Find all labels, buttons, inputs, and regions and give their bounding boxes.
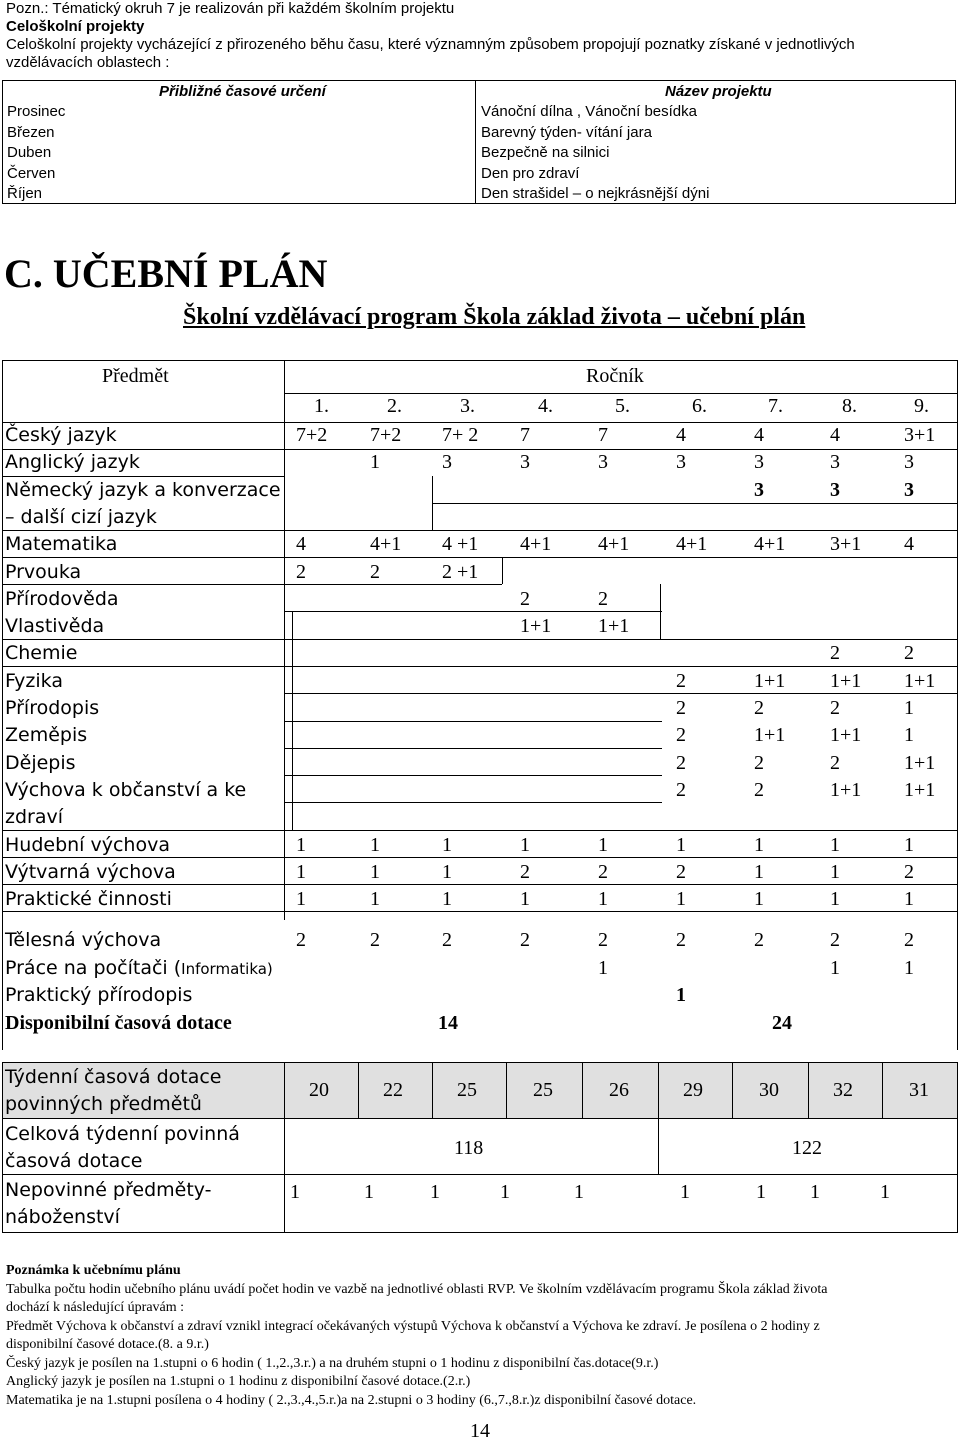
total-hours-label: Celková týdenní povinná časová dotace bbox=[5, 1123, 240, 1172]
grade-hours: 2 bbox=[676, 669, 686, 692]
grade-hours: 1 bbox=[598, 956, 608, 979]
grade-hours: 2 bbox=[830, 642, 840, 665]
optional-hours-value: 1 bbox=[680, 1181, 690, 1203]
note-line: Tabulka počtu hodin učebního plánu uvádí počet hodin ve vazbě na jednotlivé oblasti RVP. Ve školním vzdělávacím programu Škola základ života bbox=[6, 1281, 828, 1297]
project-time: Říjen bbox=[7, 185, 43, 202]
grade-hours: 2 +1 bbox=[442, 560, 479, 583]
table-rule bbox=[732, 1062, 733, 1118]
grade-label: 6. bbox=[692, 395, 707, 417]
table-rule bbox=[957, 1062, 958, 1232]
col-header-time: Přibližné časové určení bbox=[159, 83, 326, 100]
grade-hours: 2 bbox=[754, 778, 764, 801]
grade-hours: 3 bbox=[598, 451, 608, 474]
note-line: vzdělávacích oblastech : bbox=[6, 54, 170, 71]
available-hours-label: Disponibilní časová dotace bbox=[5, 1012, 232, 1034]
table-rule bbox=[284, 775, 662, 776]
project-time: Prosinec bbox=[7, 103, 66, 120]
grade-hours: 1+1 bbox=[830, 724, 862, 747]
grade-hours: 1 bbox=[676, 984, 686, 1006]
table-rule bbox=[2, 557, 958, 558]
weekly-hours-value: 31 bbox=[909, 1079, 929, 1101]
table-rule bbox=[2, 1118, 958, 1119]
optional-hours-value: 1 bbox=[880, 1181, 890, 1203]
grade-hours: 2 bbox=[754, 697, 764, 719]
weekly-hours-value: 29 bbox=[683, 1079, 703, 1101]
grade-hours: 4+1 bbox=[520, 533, 552, 556]
grade-label: 8. bbox=[842, 395, 857, 417]
optional-hours-value: 1 bbox=[756, 1181, 766, 1203]
subject-name: Praktické činnosti bbox=[5, 888, 172, 911]
table-rule bbox=[2, 1232, 958, 1233]
table-rule bbox=[658, 1118, 659, 1174]
table-rule bbox=[284, 802, 662, 803]
grade-hours: 4 bbox=[830, 424, 840, 446]
weekly-hours-value: 25 bbox=[533, 1079, 553, 1101]
grade-hours: 1+1 bbox=[904, 669, 936, 692]
curriculum-table bbox=[2, 360, 958, 1236]
grade-hours: 1 bbox=[676, 888, 686, 911]
grade-hours: 7 bbox=[598, 424, 608, 446]
grade-hours: 2 bbox=[830, 697, 840, 719]
total-hours-first: 118 bbox=[454, 1137, 484, 1159]
project-name: Bezpečně na silnici bbox=[481, 144, 610, 161]
grade-hours: 1 bbox=[296, 860, 306, 883]
grade-hours: 1+1 bbox=[830, 669, 862, 692]
subject-name: Práce na počítači (Informatika) bbox=[5, 956, 273, 979]
note-line: Anglický jazyk je posílen na 1.stupni o 1 hodinu z disponibilní časové dotace.(2.r.) bbox=[6, 1374, 471, 1389]
col-header-project: Název projektu bbox=[665, 83, 772, 100]
subject-name: Přírodopis bbox=[5, 697, 100, 719]
grade-hours: 2 bbox=[442, 929, 452, 952]
project-name: Den strašidel – o nejkrásnější dýni bbox=[481, 185, 710, 202]
grade-hours: 2 bbox=[296, 560, 306, 583]
grade-hours: 1 bbox=[442, 833, 452, 856]
grade-hours: 2 bbox=[676, 860, 686, 883]
grade-hours: 3 bbox=[904, 451, 914, 474]
grade-hours: 2 bbox=[830, 929, 840, 952]
subject-name: Fyzika bbox=[5, 669, 63, 692]
table-rule bbox=[292, 611, 293, 830]
grade-hours: 7+2 bbox=[296, 424, 328, 446]
subject-name: Výtvarná výchova bbox=[5, 860, 176, 883]
grade-hours: 1 bbox=[370, 860, 380, 883]
grade-hours: 1 bbox=[296, 888, 306, 911]
grade-hours: 2 bbox=[370, 560, 380, 583]
notes-title: Poznámka k učebnímu plánu bbox=[6, 1263, 181, 1278]
page-number: 14 bbox=[470, 1420, 490, 1442]
grade-hours: 1 bbox=[830, 888, 840, 911]
top-note bbox=[6, 0, 956, 72]
table-rule bbox=[432, 476, 433, 530]
grade-hours: 1 bbox=[904, 697, 914, 719]
grade-hours: 2 bbox=[754, 929, 764, 952]
grade-hours: 1 bbox=[370, 833, 380, 856]
grade-hours: 3+1 bbox=[904, 424, 936, 446]
grade-label: 4. bbox=[538, 395, 553, 417]
grade-hours: 7+2 bbox=[370, 424, 402, 446]
grade-hours: 2 bbox=[370, 929, 380, 952]
project-name: Barevný týden- vítání jara bbox=[481, 123, 652, 141]
table-rule bbox=[358, 1062, 359, 1118]
grade-hours: 1 bbox=[370, 451, 380, 474]
grade-hours: 4 bbox=[676, 424, 686, 446]
note-line: Předmět Výchova k občanství a zdraví vznikl integrací očekávaných výstupů Výchova k občanství a Výchova ke zdraví. Je posílena o 2 hodiny z bbox=[6, 1318, 820, 1334]
note-line: Pozn.: Tématický okruh 7 je realizován při každém školním projektu bbox=[6, 0, 455, 17]
subject-name: – další cizí jazyk bbox=[5, 505, 157, 528]
table-rule bbox=[2, 1062, 958, 1063]
grade-hours: 2 bbox=[676, 697, 686, 719]
grade-hours: 1 bbox=[442, 860, 452, 883]
optional-hours-value: 1 bbox=[500, 1181, 510, 1203]
table-rule bbox=[808, 1062, 809, 1118]
grade-label: 9. bbox=[914, 395, 929, 417]
grade-hours: 1 bbox=[904, 833, 914, 856]
table-rule bbox=[432, 503, 958, 504]
grade-hours: 2 bbox=[830, 751, 840, 774]
grade-label: 5. bbox=[615, 395, 630, 417]
table-rule bbox=[432, 1062, 433, 1118]
grade-hours: 1 bbox=[598, 833, 608, 856]
optional-subjects-label: Nepovinné předměty- náboženství bbox=[5, 1179, 212, 1228]
project-name: Den pro zdraví bbox=[481, 164, 580, 182]
grade-hours: 2 bbox=[520, 929, 530, 952]
note-line: disponibilní časové dotace.(8. a 9.r.) bbox=[6, 1337, 209, 1352]
grade-hours: 2 bbox=[598, 860, 608, 883]
grade-hours: 2 bbox=[296, 929, 306, 952]
note-line: Celoškolní projekty vycházející z přirozeného běhu času, které významným způsobem propojují poznatky získané v jednotlivých bbox=[6, 36, 855, 53]
table-rule bbox=[284, 748, 662, 749]
table-rule bbox=[284, 422, 285, 920]
grade-hours: 2 bbox=[754, 751, 764, 774]
total-hours-second: 122 bbox=[792, 1137, 822, 1159]
available-hours-second: 24 bbox=[772, 1012, 792, 1034]
grade-hours: 1+1 bbox=[830, 778, 862, 801]
grade-hours: 3 bbox=[754, 451, 764, 474]
grade-hours: 7+ 2 bbox=[442, 424, 479, 446]
grade-hours: 1 bbox=[442, 888, 452, 911]
grade-hours: 3 bbox=[520, 451, 530, 474]
note-heading: Celoškolní projekty bbox=[6, 18, 145, 35]
table-rule bbox=[506, 1062, 507, 1118]
table-rule bbox=[2, 422, 3, 1050]
grade-hours: 1+1 bbox=[598, 615, 630, 638]
project-name: Vánoční dílna , Vánoční besídka bbox=[481, 103, 697, 120]
table-rule bbox=[2, 449, 958, 450]
weekly-hours-value: 25 bbox=[457, 1079, 477, 1101]
table-rule bbox=[660, 584, 661, 639]
grade-hours: 3 bbox=[830, 451, 840, 474]
grade-hours: 2 bbox=[904, 929, 914, 952]
project-time: Červen bbox=[7, 164, 56, 182]
grade-hours: 1 bbox=[370, 888, 380, 911]
subject-name: Prvouka bbox=[5, 560, 82, 583]
optional-hours-value: 1 bbox=[574, 1181, 584, 1203]
plan-notes bbox=[6, 1262, 956, 1410]
grade-hours: 3 bbox=[754, 478, 764, 501]
subject-name: Výchova k občanství a ke bbox=[5, 778, 247, 801]
grade-hours: 2 bbox=[676, 724, 686, 747]
grade-hours: 1 bbox=[830, 833, 840, 856]
table-rule bbox=[2, 639, 958, 640]
grade-hours: 3+1 bbox=[830, 533, 862, 556]
subject-name: Praktický přírodopis bbox=[5, 984, 193, 1006]
subject-name: zdraví bbox=[5, 806, 64, 829]
grade-label: 2. bbox=[387, 395, 402, 417]
grade-hours: 1 bbox=[904, 724, 914, 747]
grade-hours: 2 bbox=[904, 860, 914, 883]
weekly-hours-value: 20 bbox=[309, 1079, 329, 1101]
table-rule bbox=[2, 666, 958, 667]
grade-hours: 1 bbox=[904, 888, 914, 911]
subject-name: Chemie bbox=[5, 642, 78, 665]
optional-hours-value: 1 bbox=[810, 1181, 820, 1203]
grade-label: 7. bbox=[768, 395, 783, 417]
grade-hours: 4+1 bbox=[598, 533, 630, 556]
section-heading: C. UČEBNÍ PLÁN bbox=[4, 251, 328, 296]
table-rule bbox=[2, 422, 958, 423]
subject-name: Tělesná výchova bbox=[5, 929, 162, 952]
grade-hours: 4+1 bbox=[754, 533, 786, 556]
grade-hours: 4 +1 bbox=[442, 533, 479, 556]
grade-hours: 2 bbox=[676, 778, 686, 801]
note-line: Matematika je na 1.stupni posílena o 4 hodiny ( 2.,3.,4.,5.r.)a na 2.stupni o 3 hodiny (6.,7.,8.r.)z disponibilní časové dotace. bbox=[6, 1392, 697, 1408]
grade-hours: 7 bbox=[520, 424, 530, 446]
grade-hours: 1 bbox=[754, 888, 764, 911]
grade-hours: 1 bbox=[296, 833, 306, 856]
grade-hours: 4+1 bbox=[370, 533, 402, 556]
note-line: dochází k následující úpravám : bbox=[6, 1300, 185, 1315]
table-rule bbox=[957, 360, 958, 422]
weekly-hours-value: 32 bbox=[833, 1079, 853, 1101]
grade-hours: 1+1 bbox=[904, 751, 936, 774]
grade-hours: 1 bbox=[904, 956, 914, 979]
note-line: Český jazyk je posílen na 1.stupni o 6 hodin ( 1.,2.,3.r.) a na druhém stupni o 1 hodinu z disponibilní čas.dotace(9.r.) bbox=[6, 1355, 659, 1371]
optional-hours-value: 1 bbox=[430, 1181, 440, 1203]
weekly-hours-value: 30 bbox=[759, 1079, 779, 1101]
subject-name: Hudební výchova bbox=[5, 833, 170, 856]
grade-hours: 1 bbox=[520, 833, 530, 856]
table-rule bbox=[284, 611, 662, 612]
subject-header: Předmět bbox=[102, 365, 169, 387]
subject-name: Dějepis bbox=[5, 751, 76, 774]
table-rule bbox=[284, 1062, 285, 1232]
grade-header: Ročník bbox=[586, 365, 644, 387]
subject-name: Zeměpis bbox=[5, 724, 88, 747]
grade-hours: 2 bbox=[520, 587, 530, 610]
optional-hours-value: 1 bbox=[290, 1181, 300, 1203]
grade-hours: 2 bbox=[676, 751, 686, 774]
table-rule bbox=[658, 1062, 659, 1118]
table-rule bbox=[502, 557, 503, 584]
subject-name-note: Informatika) bbox=[181, 959, 273, 978]
weekly-hours-value: 26 bbox=[609, 1079, 629, 1101]
grade-hours: 3 bbox=[904, 478, 914, 501]
table-rule bbox=[284, 693, 958, 694]
subject-name: Anglický jazyk bbox=[5, 451, 140, 474]
table-rule bbox=[957, 422, 958, 1050]
plan-subtitle: Školní vzdělávací program Škola základ života – učební plán bbox=[183, 304, 806, 330]
subject-name: Přírodověda bbox=[5, 587, 119, 610]
grade-hours: 4+1 bbox=[676, 533, 708, 556]
subject-name: Matematika bbox=[5, 533, 118, 556]
grade-hours: 3 bbox=[830, 478, 840, 501]
grade-hours: 3 bbox=[676, 451, 686, 474]
project-time: Duben bbox=[7, 144, 52, 161]
available-hours-first: 14 bbox=[438, 1012, 458, 1034]
grade-hours: 1 bbox=[676, 833, 686, 856]
table-rule bbox=[2, 360, 3, 422]
grade-hours: 4 bbox=[904, 533, 914, 556]
subject-name: Německý jazyk a konverzace bbox=[5, 478, 281, 501]
grade-hours: 2 bbox=[904, 642, 914, 665]
grade-hours: 1 bbox=[754, 860, 764, 883]
grade-hours: 3 bbox=[442, 451, 452, 474]
grade-hours: 1 bbox=[520, 888, 530, 911]
table-rule bbox=[882, 1062, 883, 1118]
table-rule bbox=[284, 360, 285, 422]
table-divider bbox=[475, 81, 476, 203]
subject-name: Vlastivěda bbox=[5, 615, 105, 638]
grade-hours: 2 bbox=[520, 860, 530, 883]
subject-name: Český jazyk bbox=[5, 424, 117, 446]
table-rule bbox=[582, 1062, 583, 1118]
table-rule bbox=[2, 1062, 3, 1232]
grade-hours: 1 bbox=[598, 888, 608, 911]
grade-hours: 1 bbox=[830, 956, 840, 979]
grade-hours: 4 bbox=[754, 424, 764, 446]
grade-label: 3. bbox=[460, 395, 475, 417]
optional-hours-value: 1 bbox=[364, 1181, 374, 1203]
table-rule bbox=[284, 721, 662, 722]
grade-hours: 1 bbox=[754, 833, 764, 856]
project-time: Březen bbox=[7, 123, 55, 141]
grade-hours: 1+1 bbox=[754, 669, 786, 692]
grade-hours: 1 bbox=[830, 860, 840, 883]
grade-hours: 2 bbox=[598, 929, 608, 952]
table-rule bbox=[2, 360, 958, 361]
weekly-hours-label: Týdenní časová dotace povinných předmětů bbox=[5, 1066, 222, 1115]
grade-hours: 1+1 bbox=[520, 615, 552, 638]
grade-hours: 4 bbox=[296, 533, 306, 556]
grade-label: 1. bbox=[314, 395, 329, 417]
grade-hours: 1+1 bbox=[904, 778, 936, 801]
projects-table bbox=[2, 80, 956, 204]
grade-hours: 1+1 bbox=[754, 724, 786, 747]
weekly-hours-value: 22 bbox=[383, 1079, 403, 1101]
grade-hours: 2 bbox=[676, 929, 686, 952]
grade-hours: 2 bbox=[598, 587, 608, 610]
